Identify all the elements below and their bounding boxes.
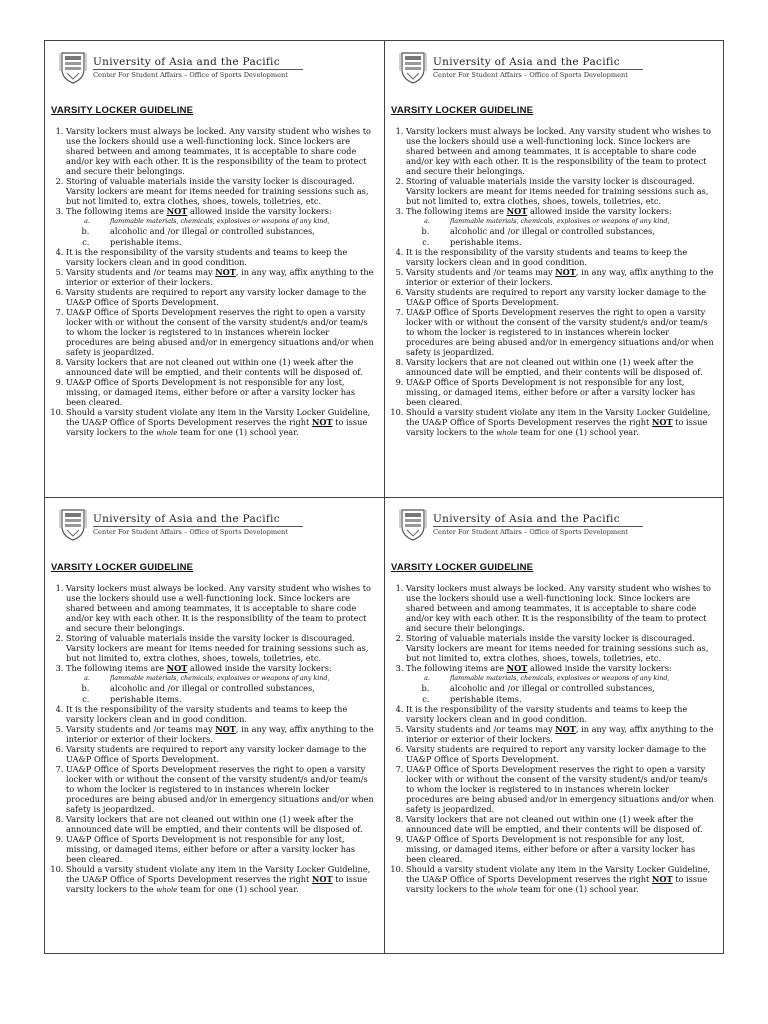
rule-item: 1. Varsity lockers must always be locked. Any varsity student who wishes to use the lockers should use a well-functioning lock. Since lockers are shared between and among teammates, it is acceptable to share code and/or key with each other. It is the responsibility of the team to protect and secure their belongings.	[406, 126, 717, 176]
sub-item: a. flammable materials, chemicals, explosives or weapons of any kind,	[432, 216, 717, 226]
rule-list	[51, 126, 377, 438]
card-header	[391, 49, 717, 93]
rule-item: 4. It is the responsibility of the varsity students and teams to keep the varsity lockers clean and in good condition.	[406, 247, 717, 267]
rule-item: 1. Varsity lockers must always be locked. Any varsity student who wishes to use the lockers should use a well-functioning lock. Since lockers are shared between and among teammates, it is acceptable to share code and/or key with each other. It is the responsibility of the team to protect and secure their belongings.	[66, 126, 377, 176]
prohibited-items-list	[66, 216, 377, 246]
rule-item: 9. UA&P Office of Sports Development is not responsible for any lost, missing, or damaged items, either before or after a varsity locker has been cleared.	[66, 377, 377, 407]
university-name: University of Asia and the Pacific	[93, 56, 280, 68]
sub-item: c. perishable items.	[432, 694, 717, 704]
guideline-card	[45, 498, 383, 954]
rule-item: 9. UA&P Office of Sports Development is not responsible for any lost, missing, or damaged items, either before or after a varsity locker has been cleared.	[66, 834, 377, 864]
rule-item: 2. Storing of valuable materials inside the varsity locker is discouraged. Varsity lockers are meant for items needed for training sessions such as, but not limited to, extra clothes, shoes, towels, toiletries, etc.	[66, 633, 377, 663]
prohibited-items-list	[66, 673, 377, 703]
rule-item: 8. Varsity lockers that are not cleaned out within one (1) week after the announced date will be emptied, and their contents will be disposed of.	[406, 814, 717, 834]
rule-list	[391, 583, 717, 895]
rule-item: 7. UA&P Office of Sports Development reserves the right to open a varsity locker with or without the consent of the varsity student/s and/or team/s to whom the locker is registered to in instances wherein locker procedures are being abused and/or in emergency situations and/or when safety is jeopardized.	[406, 307, 717, 357]
header-rule	[93, 526, 303, 527]
sub-item: c. perishable items.	[92, 237, 377, 247]
university-name: University of Asia and the Pacific	[433, 56, 620, 68]
office-name: Center For Student Affairs – Office of Sports Development	[93, 528, 288, 536]
rule-item: 6. Varsity students are required to report any varsity locker damage to the UA&P Office of Sports Development.	[66, 744, 377, 764]
rule-item: 5. Varsity students and /or teams may NOT, in any way, affix anything to the interior or exterior of their lockers.	[66, 267, 377, 287]
guideline-title: VARSITY LOCKER GUIDELINE	[391, 562, 534, 573]
card-header	[51, 506, 377, 550]
prohibited-items-list	[406, 216, 717, 246]
rule-item: 3. The following items are NOT allowed inside the varsity lockers: a. flammable materials, chemicals, explosives or weapons of any kind, b. alcoholic and /or illegal or controlled substances, c. perishable items.	[406, 206, 717, 246]
rule-item: 9. UA&P Office of Sports Development is not responsible for any lost, missing, or damaged items, either before or after a varsity locker has been cleared.	[406, 377, 717, 407]
office-name: Center For Student Affairs – Office of Sports Development	[93, 71, 288, 79]
rule-item: 5. Varsity students and /or teams may NOT, in any way, affix anything to the interior or exterior of their lockers.	[406, 267, 717, 287]
rule-item: 10. Should a varsity student violate any item in the Varsity Locker Guideline, the UA&P Office of Sports Development reserves the right NOT to issue varsity lockers to the whole team for one (1) school year.	[406, 407, 717, 438]
rule-item: 4. It is the responsibility of the varsity students and teams to keep the varsity lockers clean and in good condition.	[66, 247, 377, 267]
guideline-title: VARSITY LOCKER GUIDELINE	[391, 105, 534, 116]
sub-item: c. perishable items.	[92, 694, 377, 704]
rule-item: 10. Should a varsity student violate any item in the Varsity Locker Guideline, the UA&P Office of Sports Development reserves the right NOT to issue varsity lockers to the whole team for one (1) school year.	[66, 864, 377, 895]
sub-item: b. alcoholic and /or illegal or controlled substances,	[432, 226, 717, 236]
guideline-title: VARSITY LOCKER GUIDELINE	[51, 105, 194, 116]
rule-item: 8. Varsity lockers that are not cleaned out within one (1) week after the announced date will be emptied, and their contents will be disposed of.	[66, 814, 377, 834]
sub-item: b. alcoholic and /or illegal or controlled substances,	[92, 683, 377, 693]
sub-item: a. flammable materials, chemicals, explosives or weapons of any kind,	[92, 673, 377, 683]
rule-item: 2. Storing of valuable materials inside the varsity locker is discouraged. Varsity lockers are meant for items needed for training sessions such as, but not limited to, extra clothes, shoes, towels, toiletries, etc.	[66, 176, 377, 206]
rule-item: 6. Varsity students are required to report any varsity locker damage to the UA&P Office of Sports Development.	[66, 287, 377, 307]
office-name: Center For Student Affairs – Office of Sports Development	[433, 528, 628, 536]
header-rule	[433, 526, 643, 527]
rule-item: 10. Should a varsity student violate any item in the Varsity Locker Guideline, the UA&P Office of Sports Development reserves the right NOT to issue varsity lockers to the whole team for one (1) school year.	[66, 407, 377, 438]
sub-item: a. flammable materials, chemicals, explosives or weapons of any kind,	[432, 673, 717, 683]
rule-item: 8. Varsity lockers that are not cleaned out within one (1) week after the announced date will be emptied, and their contents will be disposed of.	[66, 357, 377, 377]
header-rule	[433, 69, 643, 70]
rule-item: 1. Varsity lockers must always be locked. Any varsity student who wishes to use the lockers should use a well-functioning lock. Since lockers are shared between and among teammates, it is acceptable to share code and/or key with each other. It is the responsibility of the team to protect and secure their belongings.	[406, 583, 717, 633]
rule-item: 10. Should a varsity student violate any item in the Varsity Locker Guideline, the UA&P Office of Sports Development reserves the right NOT to issue varsity lockers to the whole team for one (1) school year.	[406, 864, 717, 895]
rule-item: 9. UA&P Office of Sports Development is not responsible for any lost, missing, or damaged items, either before or after a varsity locker has been cleared.	[406, 834, 717, 864]
rule-item: 4. It is the responsibility of the varsity students and teams to keep the varsity lockers clean and in good condition.	[66, 704, 377, 724]
university-name: University of Asia and the Pacific	[93, 513, 280, 525]
sub-item: a. flammable materials, chemicals, explosives or weapons of any kind,	[92, 216, 377, 226]
rule-item: 6. Varsity students are required to report any varsity locker damage to the UA&P Office of Sports Development.	[406, 744, 717, 764]
rule-item: 8. Varsity lockers that are not cleaned out within one (1) week after the announced date will be emptied, and their contents will be disposed of.	[406, 357, 717, 377]
rule-item: 4. It is the responsibility of the varsity students and teams to keep the varsity lockers clean and in good condition.	[406, 704, 717, 724]
university-seal-icon	[59, 49, 87, 85]
rule-item: 7. UA&P Office of Sports Development reserves the right to open a varsity locker with or without the consent of the varsity student/s and/or team/s to whom the locker is registered to in instances wherein locker procedures are being abused and/or in emergency situations and/or when safety is jeopardized.	[66, 307, 377, 357]
university-seal-icon	[399, 506, 427, 542]
sub-item: b. alcoholic and /or illegal or controlled substances,	[92, 226, 377, 236]
rule-item: 5. Varsity students and /or teams may NOT, in any way, affix anything to the interior or exterior of their lockers.	[66, 724, 377, 744]
card-header	[391, 506, 717, 550]
rule-list	[391, 126, 717, 438]
university-name: University of Asia and the Pacific	[433, 513, 620, 525]
locker-guideline-sheet	[44, 40, 724, 954]
rule-item: 2. Storing of valuable materials inside the varsity locker is discouraged. Varsity lockers are meant for items needed for training sessions such as, but not limited to, extra clothes, shoes, towels, toiletries, etc.	[406, 176, 717, 206]
header-rule	[93, 69, 303, 70]
rule-item: 6. Varsity students are required to report any varsity locker damage to the UA&P Office of Sports Development.	[406, 287, 717, 307]
guideline-card	[45, 41, 383, 497]
rule-item: 3. The following items are NOT allowed inside the varsity lockers: a. flammable materials, chemicals, explosives or weapons of any kind, b. alcoholic and /or illegal or controlled substances, c. perishable items.	[406, 663, 717, 703]
rule-item: 3. The following items are NOT allowed inside the varsity lockers: a. flammable materials, chemicals, explosives or weapons of any kind, b. alcoholic and /or illegal or controlled substances, c. perishable items.	[66, 206, 377, 246]
office-name: Center For Student Affairs – Office of Sports Development	[433, 71, 628, 79]
rule-item: 2. Storing of valuable materials inside the varsity locker is discouraged. Varsity lockers are meant for items needed for training sessions such as, but not limited to, extra clothes, shoes, towels, toiletries, etc.	[406, 633, 717, 663]
university-seal-icon	[399, 49, 427, 85]
rule-item: 3. The following items are NOT allowed inside the varsity lockers: a. flammable materials, chemicals, explosives or weapons of any kind, b. alcoholic and /or illegal or controlled substances, c. perishable items.	[66, 663, 377, 703]
guideline-card	[385, 498, 723, 954]
card-header	[51, 49, 377, 93]
rule-item: 1. Varsity lockers must always be locked. Any varsity student who wishes to use the lockers should use a well-functioning lock. Since lockers are shared between and among teammates, it is acceptable to share code and/or key with each other. It is the responsibility of the team to protect and secure their belongings.	[66, 583, 377, 633]
sub-item: b. alcoholic and /or illegal or controlled substances,	[432, 683, 717, 693]
rule-item: 7. UA&P Office of Sports Development reserves the right to open a varsity locker with or without the consent of the varsity student/s and/or team/s to whom the locker is registered to in instances wherein locker procedures are being abused and/or in emergency situations and/or when safety is jeopardized.	[66, 764, 377, 814]
sub-item: c. perishable items.	[432, 237, 717, 247]
university-seal-icon	[59, 506, 87, 542]
guideline-card	[385, 41, 723, 497]
prohibited-items-list	[406, 673, 717, 703]
rule-item: 7. UA&P Office of Sports Development reserves the right to open a varsity locker with or without the consent of the varsity student/s and/or team/s to whom the locker is registered to in instances wherein locker procedures are being abused and/or in emergency situations and/or when safety is jeopardized.	[406, 764, 717, 814]
rule-item: 5. Varsity students and /or teams may NOT, in any way, affix anything to the interior or exterior of their lockers.	[406, 724, 717, 744]
guideline-title: VARSITY LOCKER GUIDELINE	[51, 562, 194, 573]
rule-list	[51, 583, 377, 895]
